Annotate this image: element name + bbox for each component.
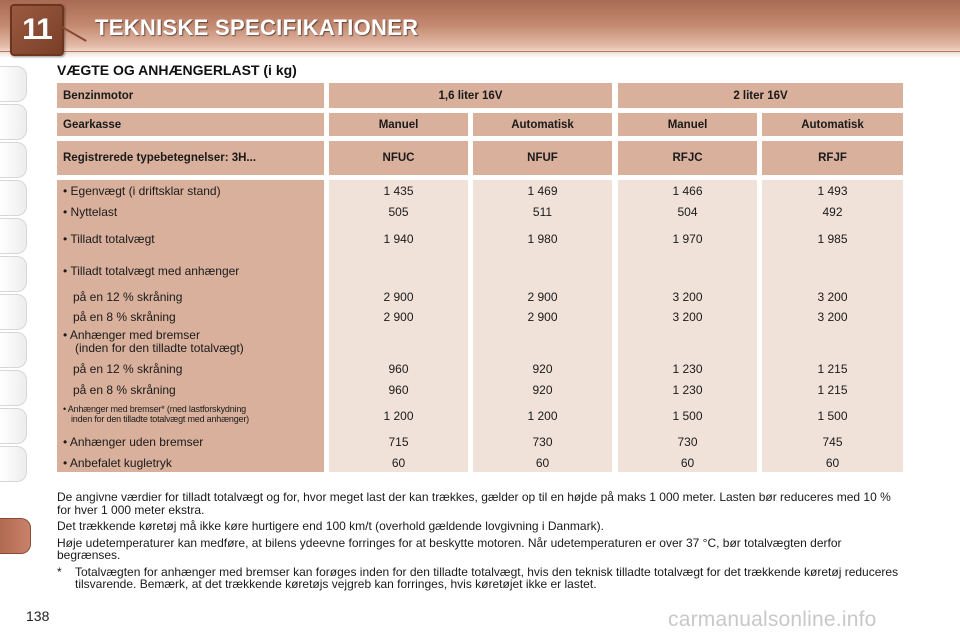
row-value: 1 230	[672, 383, 703, 397]
type-value-2: NFUF	[473, 141, 612, 175]
row-label: • Nyttelast	[63, 205, 118, 219]
row-value: 60	[680, 456, 695, 470]
row-value: 1 493	[817, 184, 848, 198]
watermark: carmanualsonline.info	[668, 608, 877, 631]
row-value: 504	[677, 205, 698, 219]
row-value: 1 215	[817, 383, 848, 397]
notes	[57, 491, 905, 595]
note-speed: Det trækkende køretøj må ikke køre hurtigere end 100 km/t (overhold gældende lovgivning i Danmark).	[57, 519, 604, 533]
row-label: på en 12 % skråning	[73, 290, 183, 304]
row-value: 1 200	[383, 409, 414, 423]
engine-label: Benzinmotor	[57, 83, 324, 108]
row-label: på en 12 % skråning	[73, 362, 183, 376]
engine-value-1: 1,6 liter 16V	[329, 83, 612, 108]
body-label-column	[57, 180, 324, 472]
chapter-tab-10[interactable]	[0, 408, 27, 444]
row-value: 2 900	[383, 310, 414, 324]
section-title: VÆGTE OG ANHÆNGERLAST (i kg)	[57, 62, 297, 78]
gearbox-value-3: Manuel	[618, 113, 757, 136]
row-label-line-1: • Anhænger med bremser* (med lastforskydning	[63, 404, 246, 414]
row-value: 3 200	[817, 310, 848, 324]
chapter-tab-4[interactable]	[0, 180, 27, 216]
engine-row	[57, 83, 903, 108]
note-altitude: De angivne værdier for tilladt totalvægt og for, hvor meget last der kan trækkes, gælder op til en højde på maks 1 000 meter. Lasten bør reduceres med 10 % for hver 1 000 meter ekstra.	[57, 490, 891, 517]
row-value: 2 900	[527, 290, 558, 304]
type-label: Registrerede typebetegnelser: 3H...	[57, 141, 324, 175]
row-value: 1 940	[383, 232, 414, 246]
row-label: • Egenvægt (i driftsklar stand)	[63, 184, 221, 198]
body-column-1	[329, 180, 468, 472]
chapter-tab-9[interactable]	[0, 370, 27, 406]
row-value: 1 215	[817, 362, 848, 376]
body-column-4	[762, 180, 903, 472]
row-label: • Anhænger uden bremser	[63, 435, 204, 449]
chapter-tab-11[interactable]	[0, 446, 27, 482]
row-value: 60	[535, 456, 550, 470]
row-value: 730	[532, 435, 553, 449]
type-value-3: RFJC	[618, 141, 757, 175]
page-number: 138	[26, 608, 50, 624]
row-value: 920	[532, 362, 553, 376]
row-value: 60	[825, 456, 840, 470]
type-value-1: NFUC	[329, 141, 468, 175]
chapter-tab-1[interactable]	[0, 66, 27, 102]
row-value: 1 230	[672, 362, 703, 376]
row-value: 1 500	[672, 409, 703, 423]
chapter-tab-2[interactable]	[0, 104, 27, 140]
chapter-badge: 11	[10, 4, 64, 56]
row-value: 730	[677, 435, 698, 449]
chapter-tab-8[interactable]	[0, 332, 27, 368]
gearbox-row	[57, 113, 903, 136]
chapter-tab-6[interactable]	[0, 256, 27, 292]
row-value: 1 435	[383, 184, 414, 198]
row-label: • Tilladt totalvægt	[63, 232, 155, 246]
footnote	[57, 566, 905, 591]
row-label: • Tilladt totalvægt med anhænger	[63, 264, 240, 278]
row-value: 3 200	[817, 290, 848, 304]
row-label-line-2: (inden for den tilladte totalvægt)	[75, 341, 244, 355]
row-label-line-1: • Anhænger med bremser	[63, 328, 200, 342]
row-value: 505	[388, 205, 409, 219]
row-value: 1 970	[672, 232, 703, 246]
gearbox-label: Gearkasse	[57, 113, 324, 136]
chapter-tab-5[interactable]	[0, 218, 27, 254]
gearbox-value-1: Manuel	[329, 113, 468, 136]
body-column-2	[473, 180, 612, 472]
header-divider	[0, 51, 960, 52]
row-label	[63, 404, 249, 424]
row-value: 2 900	[383, 290, 414, 304]
chapter-tab-active[interactable]	[0, 518, 31, 554]
row-value: 511	[532, 205, 553, 219]
row-value: 1 980	[527, 232, 558, 246]
row-label	[63, 329, 244, 355]
engine-value-2: 2 liter 16V	[618, 83, 903, 108]
row-value: 715	[388, 435, 409, 449]
row-value: 492	[822, 205, 843, 219]
body-column-3	[618, 180, 757, 472]
chapter-tab-7[interactable]	[0, 294, 27, 330]
row-label: på en 8 % skråning	[73, 310, 176, 324]
footnote-text: Totalvægten for anhænger med bremser kan forøges inden for den tilladte totalvægt, hvis den teknisk tilladte totalvægt for det trækkende køretøj reduceres tilsvarende. Bemærk, at det trækkende køretøjs vejgreb kan forringes, hvis køretøjet ikke er lastet.	[75, 564, 899, 591]
row-value: 3 200	[672, 310, 703, 324]
gearbox-value-2: Automatisk	[473, 113, 612, 136]
row-value: 960	[388, 362, 409, 376]
row-label: • Anbefalet kugletryk	[63, 456, 172, 470]
row-label: på en 8 % skråning	[73, 383, 176, 397]
table-body	[57, 180, 903, 472]
row-value: 1 469	[527, 184, 558, 198]
row-value: 920	[532, 383, 553, 397]
footnote-marker: *	[57, 564, 62, 579]
row-value: 60	[391, 456, 406, 470]
type-row	[57, 141, 903, 175]
row-value: 1 985	[817, 232, 848, 246]
row-value: 1 200	[527, 409, 558, 423]
row-value: 1 500	[817, 409, 848, 423]
row-value: 1 466	[672, 184, 703, 198]
gearbox-value-4: Automatisk	[762, 113, 903, 136]
row-label-line-2: inden for den tilladte totalvægt med anhænger)	[71, 414, 249, 424]
row-value: 3 200	[672, 290, 703, 304]
chapter-tab-3[interactable]	[0, 142, 27, 178]
note-temperature: Høje udetemperaturer kan medføre, at bilens ydeevne forringes for at beskytte motoren. Når udetemperaturen er over 37 °C, bør totalvægten derfor begrænses.	[57, 535, 842, 562]
row-value: 960	[388, 383, 409, 397]
type-value-4: RFJF	[762, 141, 903, 175]
page-title: TEKNISKE SPECIFIKATIONER	[95, 15, 419, 40]
row-value: 2 900	[527, 310, 558, 324]
row-value: 745	[822, 435, 843, 449]
